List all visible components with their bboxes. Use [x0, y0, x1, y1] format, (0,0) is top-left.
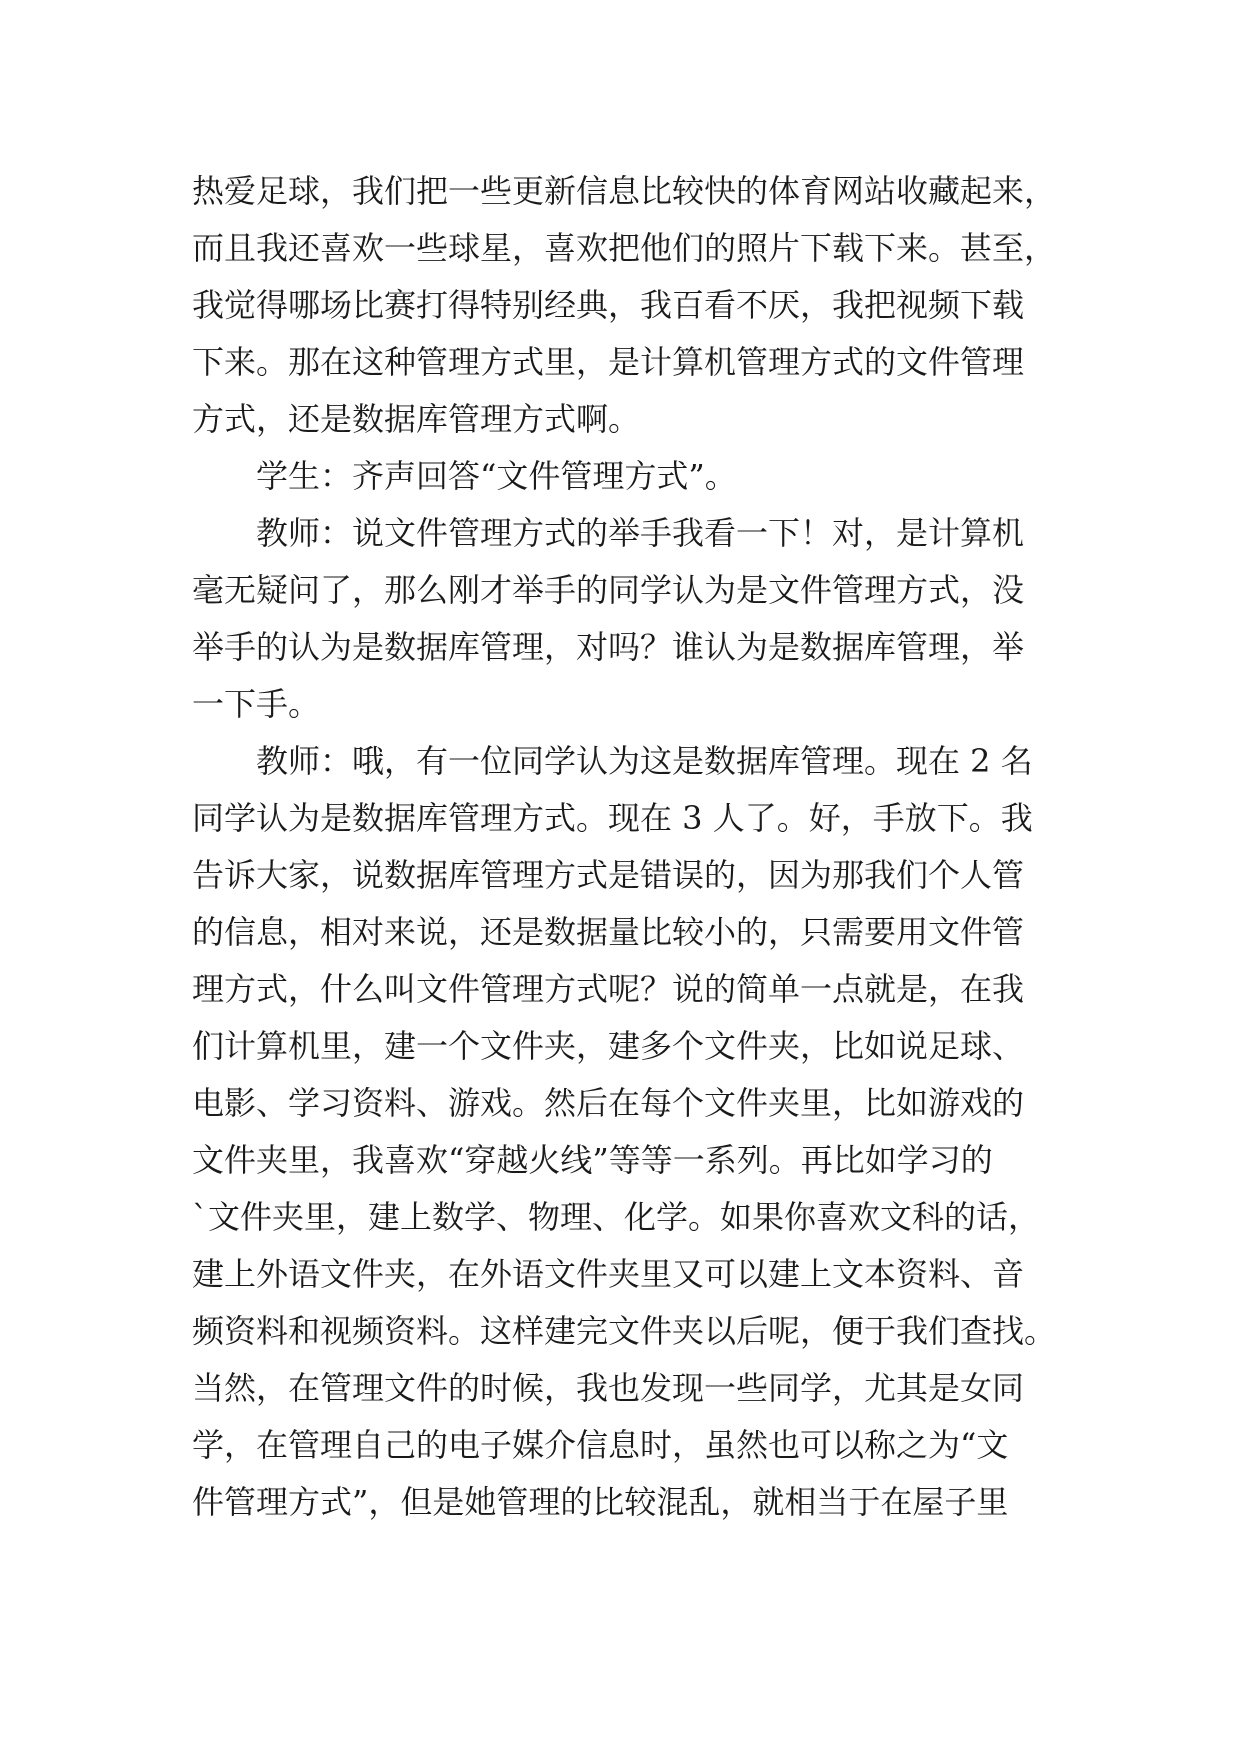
- text-line: 理方式，什么叫文件管理方式呢？说的简单一点就是，在我: [192, 970, 1025, 1008]
- text-line: 热爱足球，我们把一些更新信息比较快的体育网站收藏起来，: [192, 172, 1057, 210]
- text-line: 同学认为是数据库管理方式。现在 3 人了。好，手放下。我: [192, 799, 1033, 837]
- text-line: `文件夹里，建上数学、物理、化学。如果你喜欢文科的话，: [192, 1198, 1041, 1236]
- text-line: 我觉得哪场比赛打得特别经典，我百看不厌，我把视频下载: [192, 286, 1025, 324]
- text-line: 毫无疑问了，那么刚才举手的同学认为是文件管理方式，没: [192, 571, 1025, 609]
- text-line: 电影、学习资料、游戏。然后在每个文件夹里，比如游戏的: [192, 1084, 1025, 1122]
- text-line: 下来。那在这种管理方式里，是计算机管理方式的文件管理: [192, 343, 1025, 381]
- text-line: 一下手。: [192, 685, 321, 723]
- text-line: 方式，还是数据库管理方式啊。: [192, 400, 641, 438]
- body-text: [192, 163, 1062, 1531]
- text-line: 教师：说文件管理方式的举手我看一下！对，是计算机: [256, 514, 1025, 552]
- text-line: 件管理方式”，但是她管理的比较混乱，就相当于在屋子里: [192, 1483, 1009, 1521]
- text-line: 而且我还喜欢一些球星，喜欢把他们的照片下载下来。甚至，: [192, 229, 1057, 267]
- text-line: 们计算机里，建一个文件夹，建多个文件夹，比如说足球、: [192, 1027, 1025, 1065]
- text-line: 教师：哦，有一位同学认为这是数据库管理。现在 2 名: [256, 742, 1033, 780]
- text-line: 文件夹里，我喜欢“穿越火线”等等一系列。再比如学习的: [192, 1141, 993, 1179]
- text-line: 举手的认为是数据库管理，对吗？谁认为是数据库管理，举: [192, 628, 1025, 666]
- text-line: 的信息，相对来说，还是数据量比较小的，只需要用文件管: [192, 913, 1025, 951]
- text-line: 当然，在管理文件的时候，我也发现一些同学，尤其是女同: [192, 1369, 1025, 1407]
- text-line: 学生：齐声回答“文件管理方式”。: [256, 457, 737, 495]
- text-line: 频资料和视频资料。这样建完文件夹以后呢，便于我们查找。: [192, 1312, 1057, 1350]
- text-line: 告诉大家，说数据库管理方式是错误的，因为那我们个人管: [192, 856, 1025, 894]
- text-line: 学，在管理自己的电子媒介信息时，虽然也可以称之为“文: [192, 1426, 1009, 1464]
- text-line: 建上外语文件夹，在外语文件夹里又可以建上文本资料、音: [192, 1255, 1025, 1293]
